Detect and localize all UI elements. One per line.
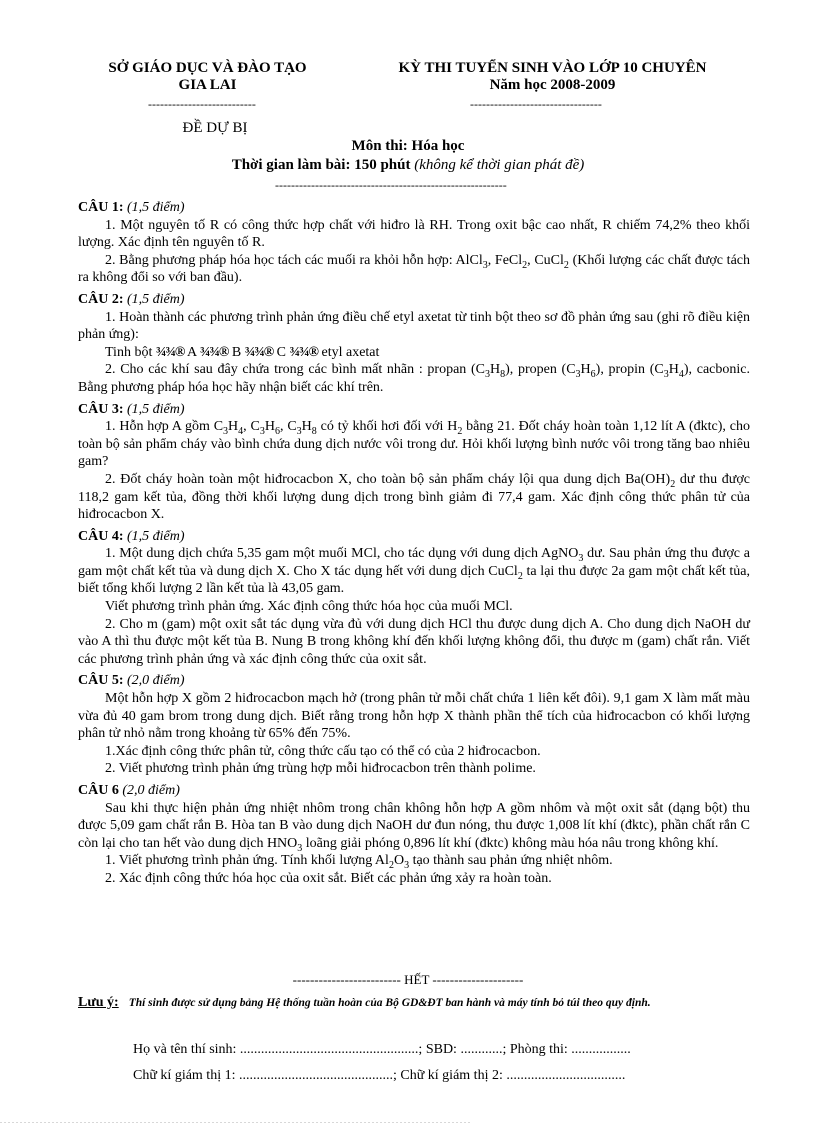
department-header xyxy=(80,60,335,94)
exam-header xyxy=(350,60,755,94)
question-5-intro: Một hỗn hợp X gồm 2 hiđrocacbon mạch hở (trong phân tử mỗi chất chứa 1 liên kết đôi). 9,1 gam X làm mất màu vừa đủ 40 gam brom trong dung dịch. Biết rằng trong hỗn hợp X thành phần thể tích của hiđrocacbon có khối lượng phân tử nhỏ nằm trong khoảng từ 65% đến 75%. xyxy=(78,691,750,742)
question-3-part-2: 2. Đốt cháy hoàn toàn một hiđrocacbon X, cho toàn bộ sản phẩm cháy lội qua dung dịch $Ba(OH)_2$ dư thu được 118,2 gam kết tủa, đồng thời khối lượng dung dịch trong bình giảm đi 77,4 gam. Xác định công thức phân tử của hiđrocacbon X. xyxy=(78,471,750,523)
school-year: Năm học 2008-2009 xyxy=(489,77,616,93)
candidate-info-line: Họ và tên thí sinh: ...................................................; SBD: ............; Phòng thi: ................. xyxy=(133,1042,631,1057)
question-6-heading xyxy=(78,782,750,800)
note xyxy=(78,995,778,1011)
reserve-exam-label: ĐỀ DỰ BỊ xyxy=(182,120,248,136)
province-name: GIA LAI xyxy=(178,77,237,93)
question-2-part-2: 2. Cho các khí sau đây chứa trong các bình mất nhãn : propan $(C_3H_8)$, propen $(C_3H_6)$, propin $(C_3H_4)$, cacbonic. Bằng phương pháp hóa học hãy nhận biết các khí trên. xyxy=(78,362,750,395)
duration-bold: Thời gian làm bài: 150 phút xyxy=(231,157,411,173)
note-label: Lưu ý: xyxy=(78,995,119,1010)
arrow-icon: ¾¾® xyxy=(289,344,318,360)
question-2-points: (1,5 điểm) xyxy=(127,291,185,307)
question-3-part-1: 1. Hỗn hợp A gồm $C_3H_4$, $C_3H_6$, $C_3H_8$ có tỷ khối hơi đối với $H_2$ bằng 21. Đốt cháy hoàn toàn 1,12 lít A (đktc), cho toàn bộ sản phẩm cháy vào bình chứa dung dịch nước vôi trong dư. Hỏi khối lượng bình nước vôi trong tăng bao nhiêu gam? xyxy=(78,419,750,470)
question-2-heading xyxy=(78,291,750,309)
exam-duration xyxy=(0,157,816,174)
question-5-part-1: 1.Xác định công thức phân tử, công thức cấu tạo có thể có của 2 hiđrocacbon. xyxy=(105,743,541,759)
question-6-intro: Sau khi thực hiện phản ứng nhiệt nhôm trong chân không hỗn hợp A gồm nhôm và một oxit sắt (dạng bột) thu được 5,09 gam chất rắn B. Hòa tan B vào dung dịch NaOH dư đun nóng, thu được 1,008 lít khí (đktc), phần chất rắn C còn lại cho tan hết vào dung dịch $HNO_3$ loãng giải phóng 0,896 lít khí (đktc) không màu hóa nâu trong không khí. xyxy=(78,800,750,854)
question-4-points: (1,5 điểm) xyxy=(127,528,185,544)
question-4-part-1-task: Viết phương trình phản ứng. Xác định công thức hóa học của muối MCl. xyxy=(105,599,513,615)
arrow-icon: ¾¾® xyxy=(155,344,185,360)
right-rule: --------------------------------- xyxy=(470,97,602,111)
end-marker: ------------------------- HẾT --------------------- xyxy=(292,972,524,987)
question-2-part-1: 1. Hoàn thành các phương trình phản ứng điều chế etyl axetat từ tinh bột theo sơ đồ phản ứng sau (ghi rõ điều kiện phản ứng): xyxy=(78,309,750,343)
exam-title: KỲ THI TUYỂN SINH VÀO LỚP 10 CHUYÊN xyxy=(398,60,707,76)
question-4-heading xyxy=(78,528,750,546)
question-1-points: (1,5 điểm) xyxy=(127,200,185,215)
left-rule: --------------------------- xyxy=(148,97,256,111)
question-1-part-2: 2. Bằng phương pháp hóa học tách các muối ra khỏi hỗn hợp: AlCl$_3$, FeCl$_2$, CuCl$_2$ (Khối lượng các chất được tách ra không đổi so với ban đầu). xyxy=(78,252,750,286)
duration-note: (không kể thời gian phát đề) xyxy=(414,157,585,173)
question-5-part-2: 2. Viết phương trình phản ứng trùng hợp mỗi hiđrocacbon trên thành polime. xyxy=(105,761,536,777)
question-5-points: (2,0 điểm) xyxy=(127,673,185,689)
question-5-title: CÂU 5: xyxy=(78,673,124,689)
question-4-title: CÂU 4: xyxy=(78,528,124,544)
reaction-scheme: Tinh bột ¾¾® A ¾¾® B ¾¾® C ¾¾® etyl axetat xyxy=(105,344,380,360)
bottom-dotted-line: . . . . . . . . . . . . . . . . . . . . . . . . . . . . . . . . . . . . . . . . . . . . . . . . . . . . . . . . . . . . . . . . . . . . . . . . . . . . . . . . . . . . . . . . . . . . . . . . . . . . . . . . . . . . . . . . . . . . . . xyxy=(0,1116,470,1125)
exam-content xyxy=(78,195,750,888)
question-4-part-2: 2. Cho m (gam) một oxit sắt tác dụng vừa đủ với dung dịch HCl thu được dung dịch A. Cho dung dịch NaOH dư vào A thì thu được một kết tủa B. Nung B trong không khí đến khối lượng không đổi, thu được m (gam) chất rắn. Viết các phương trình phản ứng và xác định công thức của oxit sắt. xyxy=(78,616,750,667)
subject-title: Môn thi: Hóa học xyxy=(351,138,465,154)
question-1-title: CÂU 1: xyxy=(78,200,124,215)
question-6-title: CÂU 6 xyxy=(78,783,119,798)
title-rule: ---------------------------------------------------------- xyxy=(275,178,507,192)
question-2-title: CÂU 2: xyxy=(78,291,124,307)
question-6-part-1: 1. Viết phương trình phản ứng. Tính khối lượng $Al_2O_3$ tạo thành sau phản ứng nhiệt nhôm. xyxy=(105,853,613,872)
note-text: Thí sinh được sử dụng bảng Hệ thống tuần hoàn của Bộ GD&ĐT ban hành và máy tính bỏ túi theo quy định. xyxy=(128,997,651,1009)
supervisor-signature-line: Chữ kí giám thị 1: ............................................; Chữ kí giám thị 2: .................................. xyxy=(133,1068,626,1083)
question-3-heading xyxy=(78,401,750,419)
question-5-heading xyxy=(78,672,750,690)
arrow-icon: ¾¾® xyxy=(244,344,274,360)
question-4-part-1: 1. Một dung dịch chứa 5,35 gam một muối MCl, cho tác dụng với dung dịch AgNO$_3$ dư. Sau phản ứng thu được a gam một chất kết tủa và dung dịch X. Cho X tác dụng hết với dung dịch CuCl$_2$ ta lại thu được 2a gam một chất kết tủa, biết tổng khối lượng 2 lần kết tủa là 43,05 gam. xyxy=(78,546,751,597)
arrow-icon: ¾¾® xyxy=(199,344,229,360)
question-3-title: CÂU 3: xyxy=(78,401,124,417)
question-6-part-2: 2. Xác định công thức hóa học của oxit sắt. Biết các phản ứng xảy ra hoàn toàn. xyxy=(105,870,552,886)
department-name: SỞ GIÁO DỤC VÀ ĐÀO TẠO xyxy=(108,60,307,76)
question-3-points: (1,5 điểm) xyxy=(127,401,185,417)
question-1-part-1: 1. Một nguyên tố R có công thức hợp chất với hiđro là RH. Trong oxit bậc cao nhất, R chiếm 74,2% theo khối lượng. Xác định tên nguyên tố R. xyxy=(78,217,750,251)
question-6-points: (2,0 điểm) xyxy=(122,783,180,798)
question-1-heading xyxy=(78,199,750,217)
